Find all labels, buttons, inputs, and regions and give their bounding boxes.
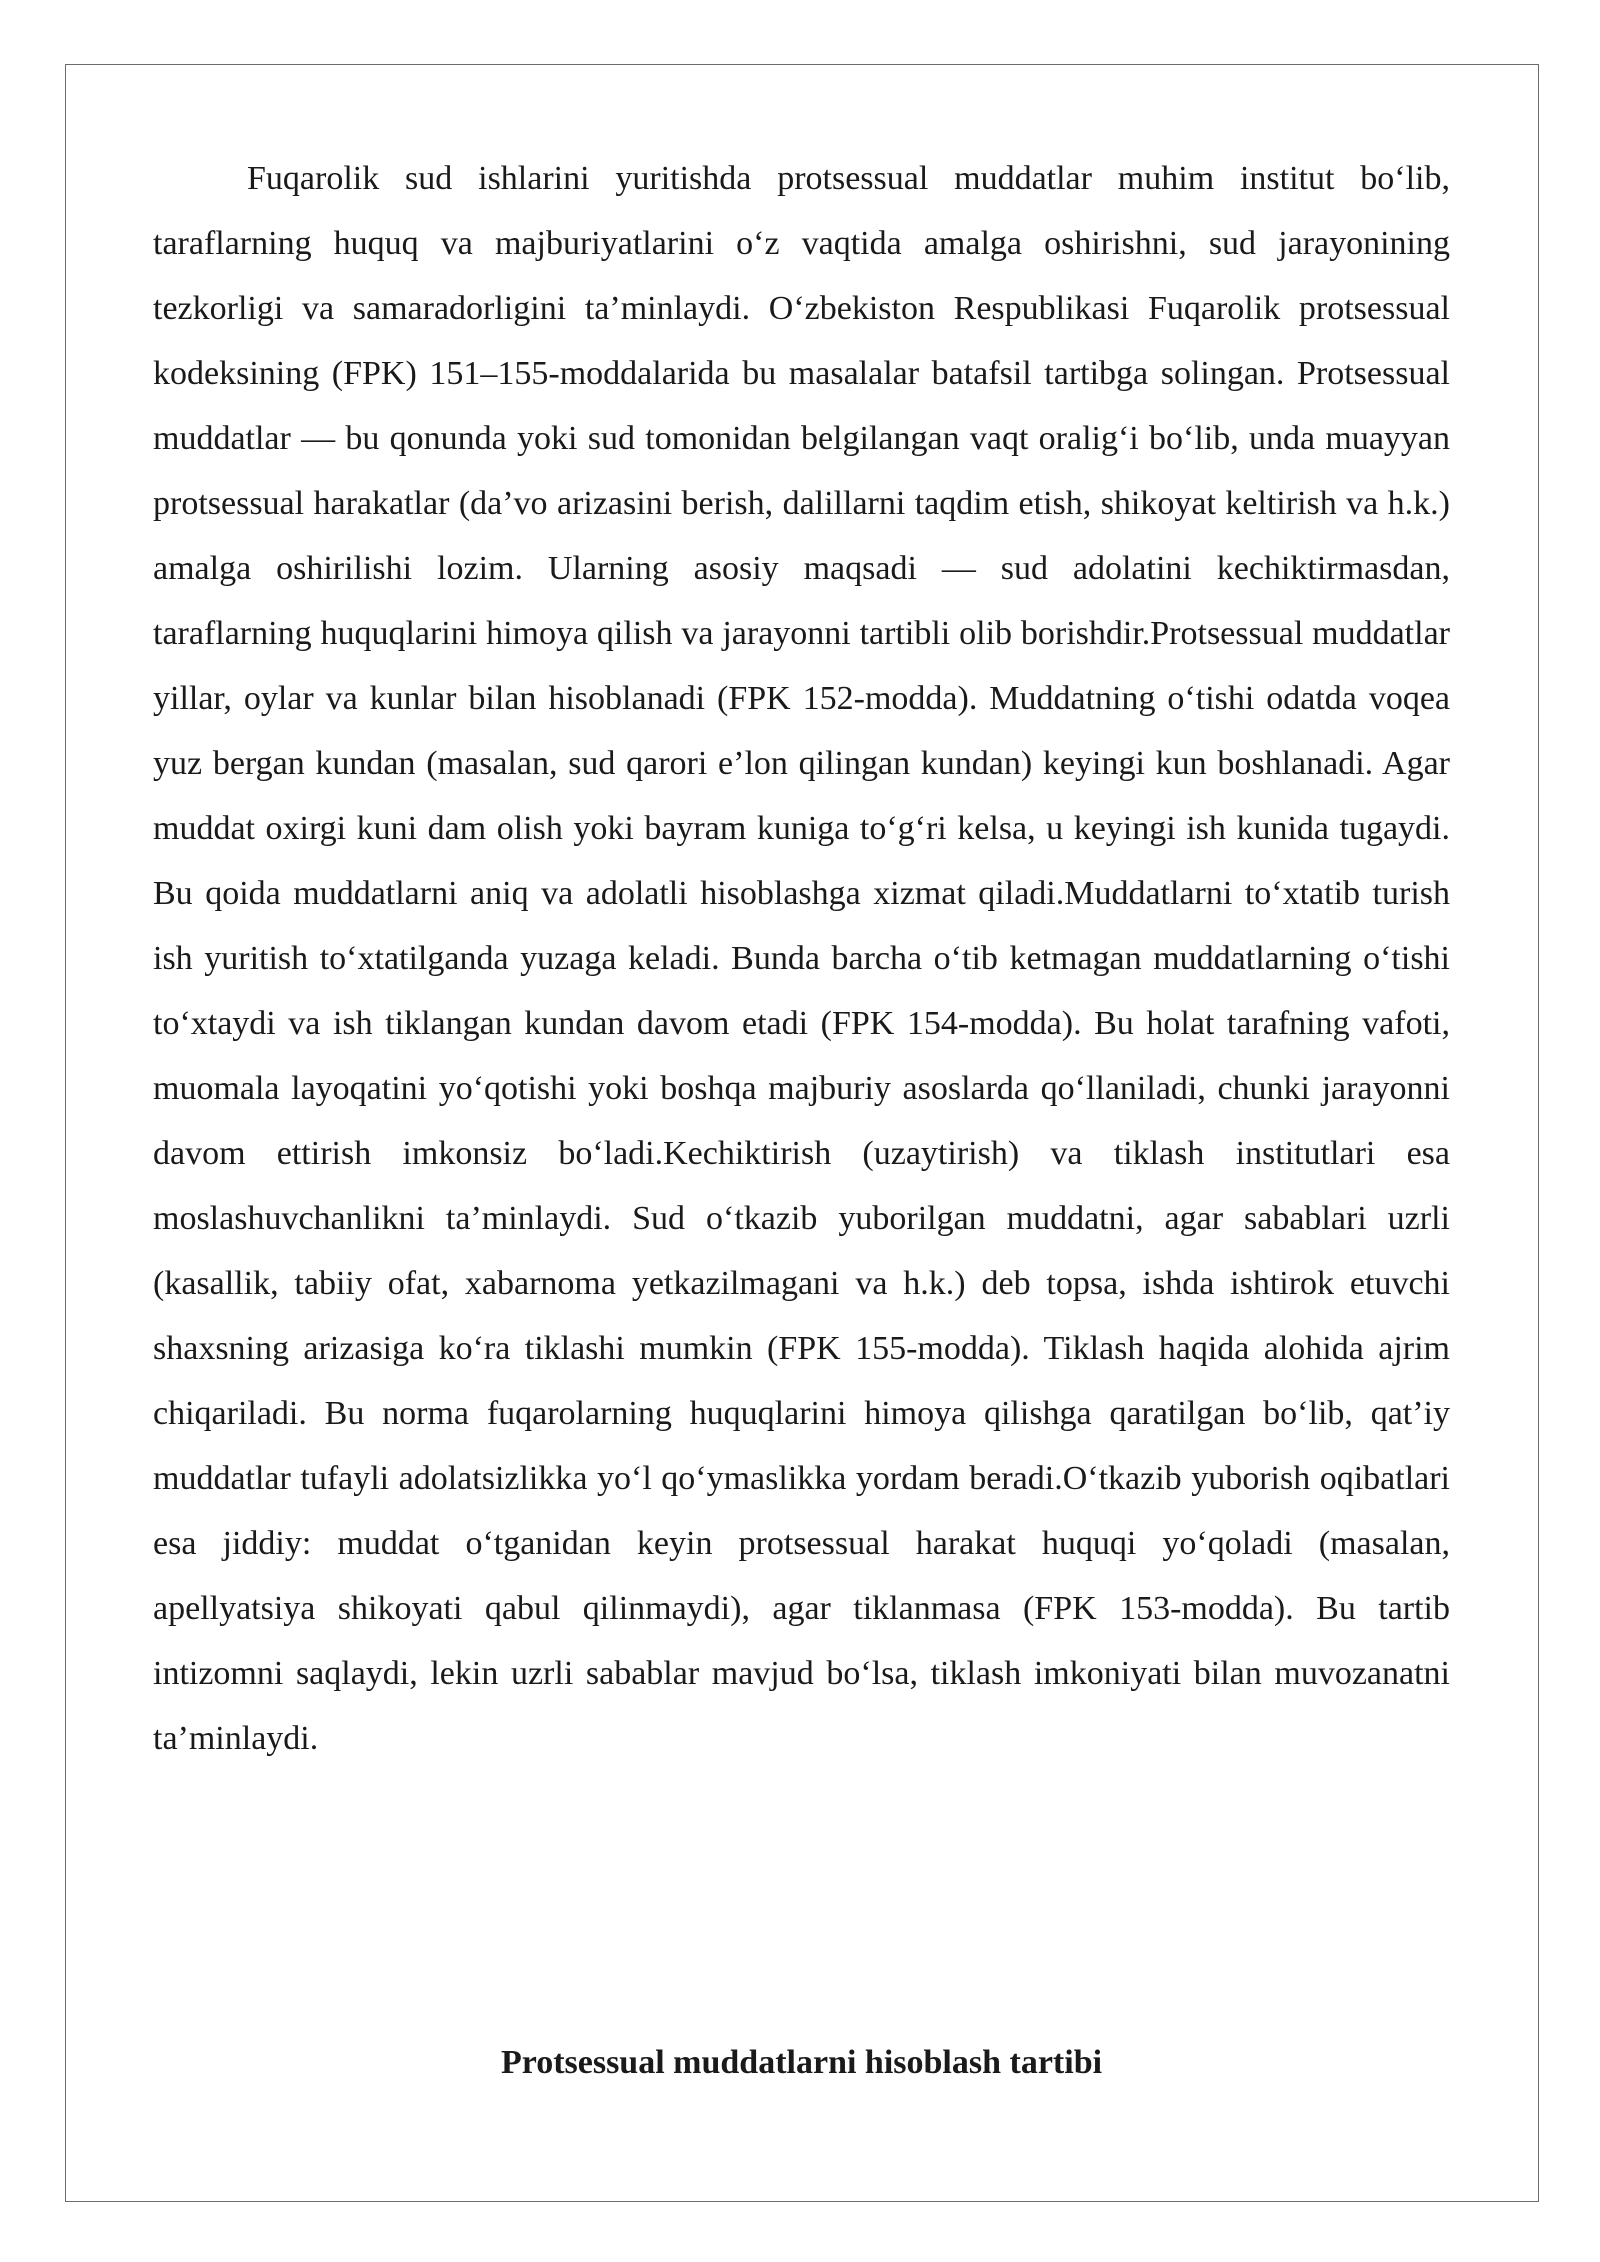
body-paragraph: Fuqarolik sud ishlarini yuritishda protsessual muddatlar muhim institut bo‘lib, taraflarning huquq va majburiyatlarini o‘z vaqtida amalga oshirishni, sud jarayonining tezkorligi va samaradorligini ta’minlaydi. O‘zbekiston Respublikasi Fuqarolik protsessual kodeksining (FPK) 151–155-moddalarida bu masalalar batafsil tartibga solingan. Protsessual muddatlar — bu qonunda yoki sud tomonidan belgilangan vaqt oralig‘i bo‘lib, unda muayyan protsessual harakatlar (da’vo arizasini berish, dalillarni taqdim etish, shikoyat keltirish va h.k.) amalga oshirilishi lozim. Ularning asosiy maqsadi — sud adolatini kechiktirmasdan, taraflarning huquqlarini himoya qilish va jarayonni tartibli olib borishdir.Protsessual muddatlar yillar, oylar va kunlar bilan hisoblanadi (FPK 152-modda). Muddatning o‘tishi odatda voqea yuz bergan kundan (masalan, sud qarori e’lon qilingan kundan) keyingi kun boshlanadi. Agar muddat oxirgi kuni dam olish yoki bayram kuniga to‘g‘ri kelsa, u keyingi ish kunida tugaydi. Bu qoida muddatlarni aniq va adolatli hisoblashga xizmat qiladi.Muddatlarni to‘xtatib turish ish yuritish to‘xtatilganda yuzaga keladi. Bunda barcha o‘tib ketmagan muddatlarning o‘tishi to‘xtaydi va ish tiklangan kundan davom etadi (FPK 154-modda). Bu holat tarafning vafoti, muomala layoqatini yo‘qotishi yoki boshqa majburiy asoslarda qo‘llaniladi, chunki jarayonni davom ettirish imkonsiz bo‘ladi.Kechiktirish (uzaytirish) va tiklash institutlari esa moslashuvchanlikni ta’minlaydi. Sud o‘tkazib yuborilgan muddatni, agar sabablari uzrli (kasallik, tabiiy ofat, xabarnoma yetkazilmagani va h.k.) deb topsa, ishda ishtirok etuvchi shaxsning arizasiga ko‘ra tiklashi mumkin (FPK 155-modda). Tiklash haqida alohida ajrim chiqariladi. Bu norma fuqarolarning huquqlarini himoya qilishga qaratilgan bo‘lib, qat’iy muddatlar tufayli adolatsizlikka yo‘l qo‘ymaslikka yordam beradi.O‘tkazib yuborish oqibatlari esa jiddiy: muddat o‘tganidan keyin protsessual harakat huquqi yo‘qoladi (masalan, apellyatsiya shikoyati qabul qilinmaydi), agar tiklanmasa (FPK 153-modda). Bu tartib intizomni saqlaydi, lekin uzrli sabablar mavjud bo‘lsa, tiklash imkoniyati bilan muvozanatni ta’minlaydi.: [153, 160, 1450, 1757]
section-heading: Protsessual muddatlarni hisoblash tartibi: [500, 2044, 1103, 2081]
